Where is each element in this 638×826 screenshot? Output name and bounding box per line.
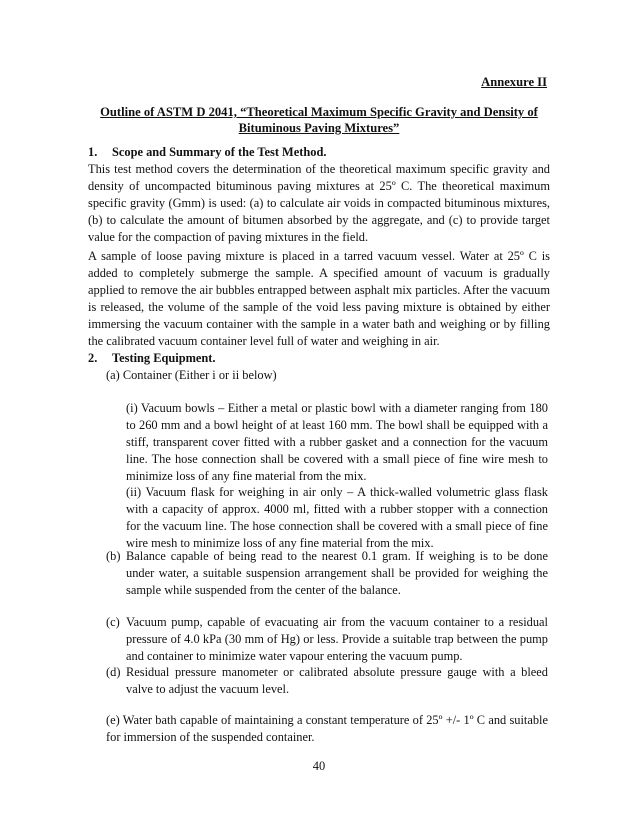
section-1-number: 1. bbox=[88, 145, 98, 159]
page-number: 40 bbox=[312, 759, 326, 773]
section-1-paragraph-1: This test method covers the determination of the theoretical maximum specific gravity and density of uncompacted bituminous paving mixtures at 25º C. The theoretical maximum specific gravity (Gmm) is used: (a) to calculate air voids in compacted bituminous mixtures, (b) to calculate the amount of bitumen absorbed by the aggregate, and (c) to provide target value for the compaction of paving mixtures in the field. bbox=[88, 162, 550, 244]
annexure-label: Annexure II bbox=[481, 75, 547, 89]
item-d-text: Residual pressure manometer or calibrated absolute pressure gauge with a bleed valve to adjust the vacuum level. bbox=[126, 665, 548, 696]
item-a-ii-vacuum-flask: (ii) Vacuum flask for weighing in air only – A thick-walled volumetric glass flask with a capacity of approx. 4000 ml, fitted with a rubber stopper with a connection for the vacuum line. The hose connection shall be covered with a small piece of fine wire mesh to minimize loss of any fine material from the mix. bbox=[126, 485, 548, 550]
item-d-manometer bbox=[106, 664, 548, 698]
item-a-container: (a) Container (Either i or ii below) bbox=[106, 368, 277, 382]
section-2-heading bbox=[88, 350, 550, 367]
item-c-label: (c) bbox=[106, 615, 120, 629]
item-b-label: (b) bbox=[106, 549, 121, 563]
section-1-heading bbox=[88, 144, 550, 161]
item-b-text: Balance capable of being read to the nearest 0.1 gram. If weighing is to be done under water, a suitable suspension arrangement shall be provided for weighing the sample while suspended from the center of the balance. bbox=[126, 549, 548, 597]
item-c-text: Vacuum pump, capable of evacuating air from the vacuum container to a residual pressure of 4.0 kPa (30 mm of Hg) or less. Provide a suitable trap between the pump and container to minimize water vapour entering the vacuum pump. bbox=[126, 615, 548, 663]
item-e-water-bath: (e) Water bath capable of maintaining a constant temperature of 25º +/- 1º C and suitable for immersion of the suspended container. bbox=[106, 713, 548, 744]
item-a-i-vacuum-bowls: (i) Vacuum bowls – Either a metal or plastic bowl with a diameter ranging from 180 to 260 mm and a bowl height of at least 160 mm. The bowl shall be equipped with a stiff, transparent cover fitted with a rubber gasket and a connection for the vacuum line. The hose connection shall be covered with a small piece of fine wire mesh to minimize loss of any fine material from the mix. bbox=[126, 401, 548, 483]
item-c-vacuum-pump bbox=[106, 614, 548, 665]
section-1-title: Scope and Summary of the Test Method. bbox=[112, 145, 327, 159]
section-1-paragraph-2: A sample of loose paving mixture is placed in a tarred vacuum vessel. Water at 25º C is added to completely submerge the sample. A specified amount of vacuum is gradually applied to remove the air bubbles entrapped between asphalt mix particles. After the vacuum is released, the volume of the sample of the void less paving mixture is obtained by either immersing the vacuum container with the sample in a water bath and weighing or by filling the calibrated vacuum container level full of water and weighing in air. bbox=[88, 249, 550, 348]
item-d-label: (d) bbox=[106, 665, 121, 679]
item-b-balance bbox=[106, 548, 548, 599]
section-2-number: 2. bbox=[88, 351, 98, 365]
document-title: Outline of ASTM D 2041, “Theoretical Maximum Specific Gravity and Density of Bituminous Paving Mixtures” bbox=[100, 105, 538, 135]
section-2-title: Testing Equipment. bbox=[112, 351, 216, 365]
